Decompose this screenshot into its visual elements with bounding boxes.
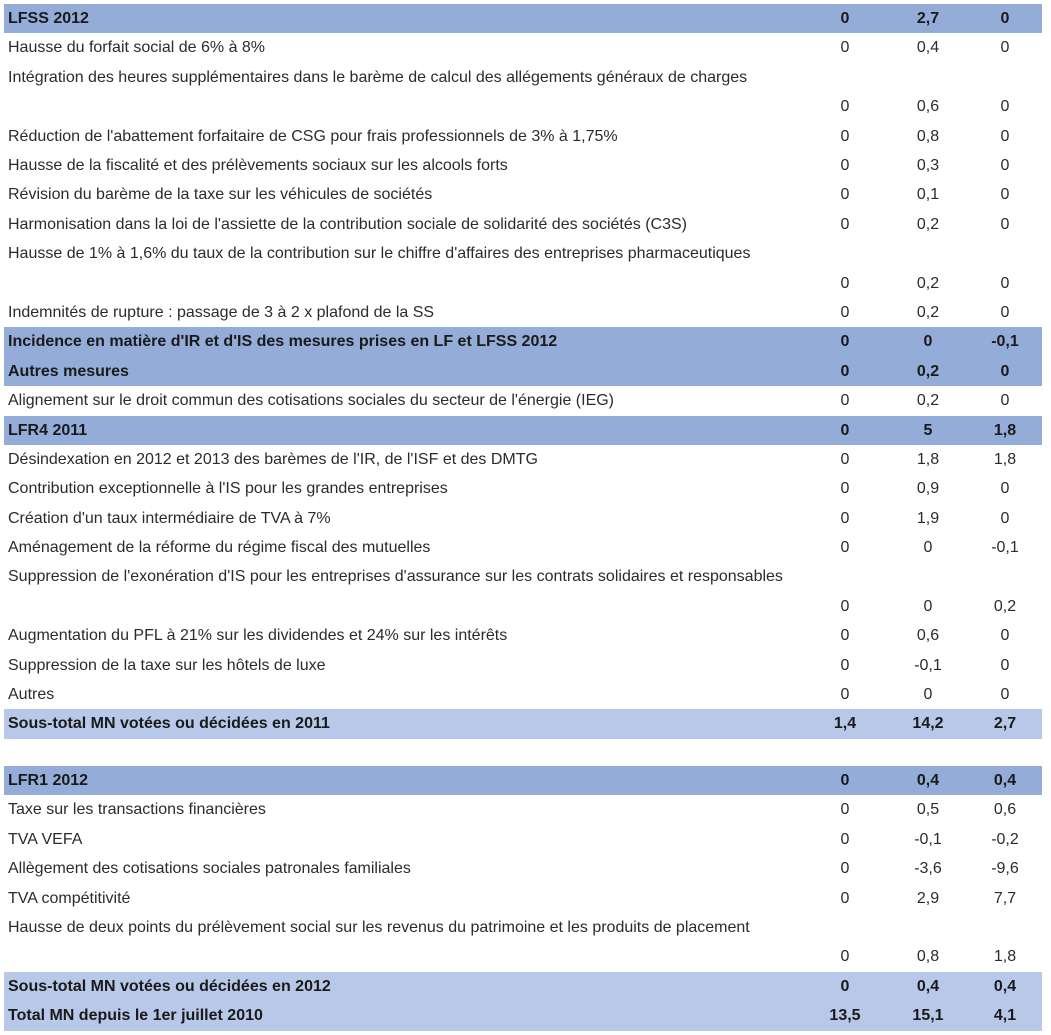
value-cell-2: 0,9 (916, 480, 940, 498)
value-cell-3: 4,1 (993, 1007, 1017, 1025)
subtotal-row (4, 1001, 1042, 1030)
value-cell-3: 1,8 (993, 421, 1017, 439)
row-label: Hausse du forfait social de 6% à 8% (8, 39, 266, 57)
value-cell-3: 0 (1000, 215, 1010, 233)
value-cell-3: 0 (1000, 274, 1010, 292)
value-cell-1: 0 (840, 801, 850, 819)
value-cell-1: 0 (840, 274, 850, 292)
value-cell-2: 0 (923, 686, 933, 704)
value-cell-1: 0 (840, 303, 850, 321)
row-label: Indemnités de rupture : passage de 3 à 2 x plafond de la SS (8, 303, 435, 321)
value-cell-1: 1,4 (833, 715, 857, 733)
value-cell-3: 1,8 (993, 948, 1017, 966)
table-row (4, 180, 1042, 209)
row-label: Hausse de deux points du prélèvement social sur les revenus du patrimoine et les produits de placement (8, 918, 750, 936)
row-label: LFSS 2012 (8, 10, 89, 27)
value-cell-2: -0,1 (914, 830, 942, 848)
value-cell-1: 0 (840, 333, 850, 351)
value-cell-2: 1,8 (916, 450, 940, 468)
value-cell-2: 0,8 (916, 948, 940, 966)
value-cell-3: 0 (1000, 10, 1010, 27)
value-cell-1: 0 (840, 421, 850, 439)
table-row (4, 913, 1042, 972)
value-cell-3: 0 (1000, 392, 1010, 410)
row-label: Incidence en matière d'IR et d'IS des mesures prises en LF et LFSS 2012 (8, 333, 558, 351)
value-cell-3: 2,7 (993, 715, 1017, 733)
value-cell-2: -3,6 (914, 860, 942, 878)
value-cell-1: 0 (840, 948, 850, 966)
measures-table-2012 (4, 766, 1042, 1031)
value-cell-3: 0,6 (993, 801, 1017, 819)
value-cell-2: 2,9 (916, 889, 940, 907)
value-cell-2: 0,2 (916, 392, 940, 410)
value-cell-3: 0 (1000, 98, 1010, 116)
value-cell-1: 0 (840, 98, 850, 116)
value-cell-2: 0,4 (916, 977, 940, 995)
value-cell-2: 0,3 (916, 156, 940, 174)
row-label: Création d'un taux intermédiaire de TVA à 7% (8, 509, 331, 527)
value-cell-1: 0 (840, 156, 850, 174)
value-cell-1: 0 (840, 509, 850, 527)
row-label: Augmentation du PFL à 21% sur les dividendes et 24% sur les intérêts (8, 627, 508, 645)
value-cell-3: 7,7 (993, 889, 1017, 907)
row-label: TVA VEFA (8, 830, 83, 848)
row-label: Allègement des cotisations sociales patronales familiales (8, 860, 411, 878)
value-cell-2: 0,2 (916, 274, 940, 292)
value-cell-1: 0 (840, 597, 850, 615)
table-row (4, 884, 1042, 913)
row-label: Suppression de la taxe sur les hôtels de luxe (8, 656, 326, 674)
table-row (4, 122, 1042, 151)
value-cell-2: 0,5 (916, 801, 940, 819)
section-header-row (4, 4, 1042, 33)
row-label: Contribution exceptionnelle à l'IS pour les grandes entreprises (8, 480, 448, 498)
value-cell-1: 0 (840, 362, 850, 380)
row-label: Alignement sur le droit commun des cotisations sociales du secteur de l'énergie (IEG) (8, 392, 615, 410)
row-label: Autres mesures (8, 362, 129, 380)
value-cell-2: 0,1 (916, 186, 940, 204)
row-label: Intégration des heures supplémentaires dans le barème de calcul des allégements généraux de charges (8, 68, 748, 86)
value-cell-3: 0 (1000, 303, 1010, 321)
value-cell-1: 0 (840, 627, 850, 645)
value-cell-3: -9,6 (991, 860, 1019, 878)
value-cell-2: -0,1 (914, 656, 942, 674)
value-cell-1: 0 (840, 450, 850, 468)
section-header-row (4, 327, 1042, 356)
table-row (4, 151, 1042, 180)
section-header-row (4, 766, 1042, 795)
value-cell-3: 0 (1000, 656, 1010, 674)
value-cell-3: -0,1 (991, 539, 1019, 557)
row-label: TVA compétitivité (8, 889, 131, 907)
value-cell-2: 0,8 (916, 127, 940, 145)
value-cell-3: 0 (1000, 362, 1010, 380)
row-label: Total MN depuis le 1er juillet 2010 (8, 1007, 263, 1025)
value-cell-2: 5 (923, 421, 933, 439)
value-cell-2: 2,7 (916, 10, 940, 27)
value-cell-3: 0 (1000, 156, 1010, 174)
value-cell-3: 0 (1000, 686, 1010, 704)
value-cell-3: 0 (1000, 39, 1010, 57)
value-cell-1: 0 (840, 10, 850, 27)
subtotal-row (4, 709, 1042, 738)
row-label: Sous-total MN votées ou décidées en 2012 (8, 977, 331, 995)
value-cell-3: 0 (1000, 186, 1010, 204)
table-row (4, 621, 1042, 650)
table-row (4, 504, 1042, 533)
value-cell-1: 0 (840, 215, 850, 233)
value-cell-1: 0 (840, 186, 850, 204)
value-cell-2: 0,4 (916, 39, 940, 57)
value-cell-1: 0 (840, 772, 850, 789)
value-cell-2: 0,2 (916, 303, 940, 321)
value-cell-2: 0 (923, 597, 933, 615)
table-row (4, 854, 1042, 883)
table-row (4, 210, 1042, 239)
value-cell-2: 0,2 (916, 215, 940, 233)
row-label: Réduction de l'abattement forfaitaire de CSG pour frais professionnels de 3% à 1,75% (8, 127, 618, 145)
table-row (4, 795, 1042, 824)
value-cell-2: 0,6 (916, 98, 940, 116)
value-cell-1: 0 (840, 539, 850, 557)
value-cell-1: 0 (840, 656, 850, 674)
table-row (4, 239, 1042, 298)
value-cell-1: 0 (840, 830, 850, 848)
row-label: Suppression de l'exonération d'IS pour les entreprises d'assurance sur les contrats solidaires et responsables (8, 568, 783, 586)
row-label: Désindexation en 2012 et 2013 des barèmes de l'IR, de l'ISF et des DMTG (8, 450, 538, 468)
value-cell-1: 0 (840, 860, 850, 878)
value-cell-3: 0,4 (993, 977, 1017, 995)
section-header-row (4, 357, 1042, 386)
value-cell-3: 0 (1000, 509, 1010, 527)
row-label: Harmonisation dans la loi de l'assiette de la contribution sociale de solidarité des sociétés (C3S) (8, 215, 687, 233)
value-cell-1: 0 (840, 686, 850, 704)
value-cell-2: 0,2 (916, 362, 940, 380)
value-cell-3: 0 (1000, 127, 1010, 145)
value-cell-1: 0 (840, 977, 850, 995)
row-label: Hausse de 1% à 1,6% du taux de la contribution sur le chiffre d'affaires des entreprises pharmaceutiques (8, 245, 751, 263)
value-cell-3: 0,4 (993, 772, 1017, 789)
value-cell-2: 0 (923, 539, 933, 557)
measures-table-2011 (4, 4, 1042, 739)
value-cell-1: 13,5 (829, 1007, 861, 1025)
table-row (4, 386, 1042, 415)
value-cell-3: 0 (1000, 627, 1010, 645)
value-cell-2: 15,1 (912, 1007, 944, 1025)
value-cell-3: -0,2 (991, 830, 1019, 848)
value-cell-1: 0 (840, 480, 850, 498)
row-label: Hausse de la fiscalité et des prélèvements sociaux sur les alcools forts (8, 156, 508, 174)
row-label: Révision du barème de la taxe sur les véhicules de sociétés (8, 186, 433, 204)
value-cell-1: 0 (840, 392, 850, 410)
value-cell-2: 0,4 (916, 772, 940, 789)
value-cell-1: 0 (840, 39, 850, 57)
table-row (4, 680, 1042, 709)
row-label: LFR1 2012 (8, 772, 89, 789)
row-label: Aménagement de la réforme du régime fiscal des mutuelles (8, 539, 431, 557)
value-cell-2: 0 (923, 333, 933, 351)
table-row (4, 63, 1042, 122)
value-cell-2: 1,9 (916, 509, 940, 527)
table-row (4, 533, 1042, 562)
value-cell-3: 0 (1000, 480, 1010, 498)
table-row (4, 825, 1042, 854)
section-header-row (4, 416, 1042, 445)
table-row (4, 474, 1042, 503)
value-cell-2: 0,6 (916, 627, 940, 645)
value-cell-3: 1,8 (993, 450, 1017, 468)
value-cell-3: -0,1 (991, 333, 1019, 351)
row-label: Sous-total MN votées ou décidées en 2011 (8, 715, 330, 733)
table-row (4, 562, 1042, 621)
row-label: Autres (8, 686, 55, 704)
row-label: Taxe sur les transactions financières (8, 801, 266, 819)
value-cell-3: 0,2 (993, 597, 1017, 615)
value-cell-2: 14,2 (912, 715, 944, 733)
table-row (4, 298, 1042, 327)
value-cell-1: 0 (840, 127, 850, 145)
row-label: LFR4 2011 (8, 421, 88, 439)
subtotal-row (4, 972, 1042, 1001)
table-row (4, 445, 1042, 474)
value-cell-1: 0 (840, 889, 850, 907)
table-row (4, 33, 1042, 62)
table-row (4, 651, 1042, 680)
